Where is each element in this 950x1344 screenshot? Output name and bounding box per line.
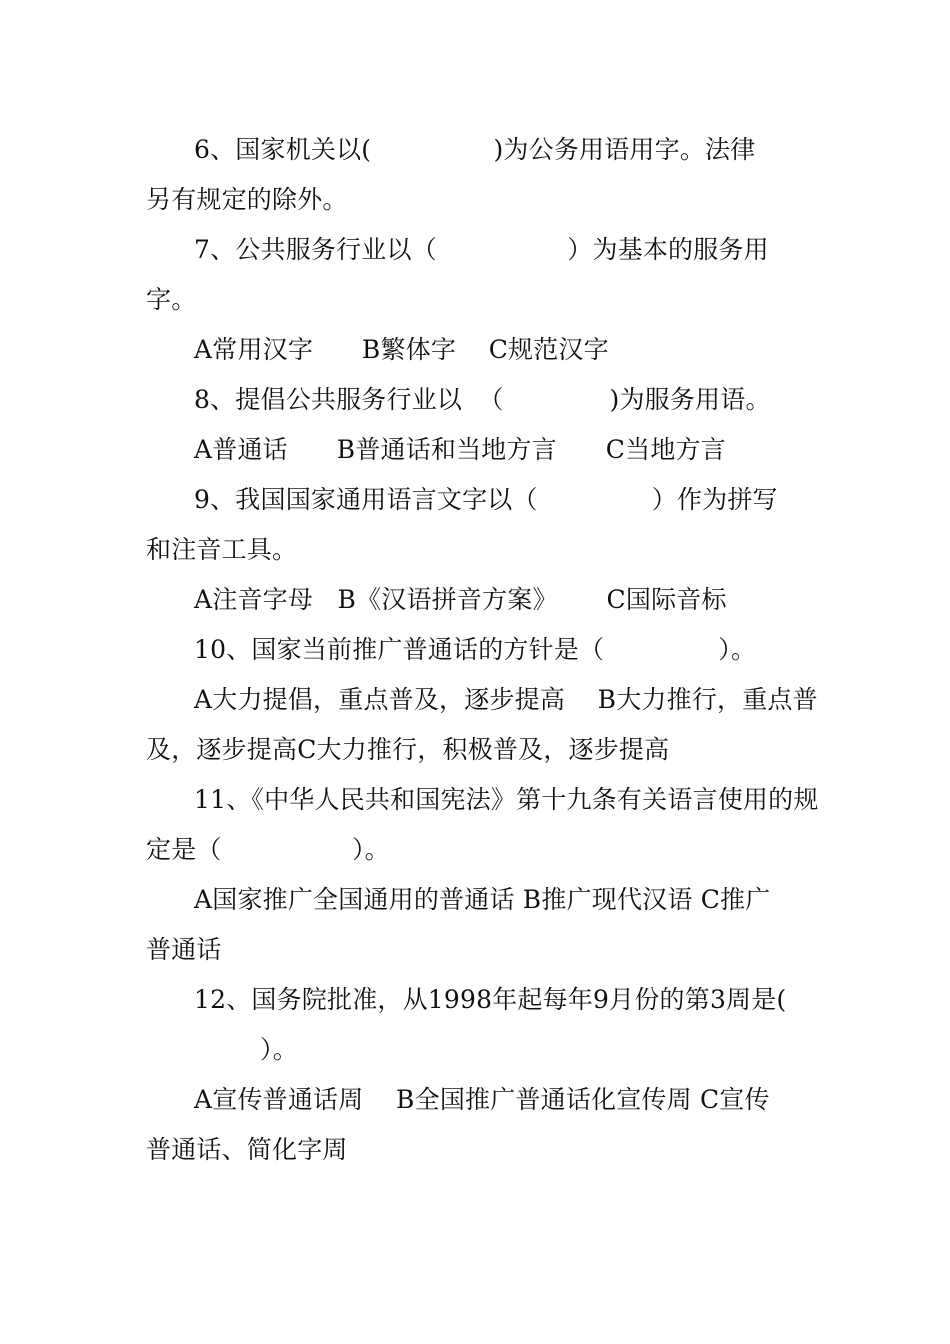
- question-6-line-1: 6、国家机关以( )为公务用语用字。法律: [194, 135, 756, 164]
- question-12-line-1: 12、国务院批准，从1998年起每年9月份的第3周是(: [194, 985, 787, 1014]
- question-6-line-2: 另有规定的除外。: [146, 185, 348, 214]
- question-9-options: A注音字母 B《汉语拼音方案》 C国际音标: [194, 585, 727, 614]
- question-9-line-2: 和注音工具。: [146, 535, 298, 564]
- question-11-line-1: 11、《中华人民共和国宪法》第十九条有关语言使用的规: [194, 785, 819, 814]
- question-8-line-1: 8、提倡公共服务行业以 （ )为服务用语。: [194, 385, 771, 414]
- question-9-line-1: 9、我国国家通用语言文字以（ ）作为拼写: [194, 485, 778, 514]
- question-10-line-1: 10、国家当前推广普通话的方针是（ ）。: [194, 635, 757, 664]
- question-12-options-line-2: 普通话、简化字周: [146, 1135, 348, 1164]
- question-11-options-line-2: 普通话: [146, 935, 222, 964]
- question-10-options-line-2: 及，逐步提高C大力推行，积极普及，逐步提高: [146, 735, 670, 764]
- question-11-line-2: 定是（ ）。: [146, 835, 390, 864]
- question-7-line-2: 字。: [146, 285, 197, 314]
- question-8-options: A普通话 B普通话和当地方言 C当地方言: [194, 435, 726, 464]
- question-7-line-1: 7、公共服务行业以（ ）为基本的服务用: [194, 235, 769, 264]
- question-12-options-line-1: A宣传普通话周 B全国推广普通话化宣传周 C宣传: [194, 1085, 770, 1114]
- question-10-options-line-1: A大力提倡，重点普及，逐步提高 B大力推行，重点普: [194, 685, 818, 714]
- question-7-options: A常用汉字 B繁体字 C规范汉字: [194, 335, 609, 364]
- question-11-options-line-1: A国家推广全国通用的普通话 B推广现代汉语 C推广: [194, 885, 771, 914]
- question-12-line-2: ）。: [146, 1035, 298, 1064]
